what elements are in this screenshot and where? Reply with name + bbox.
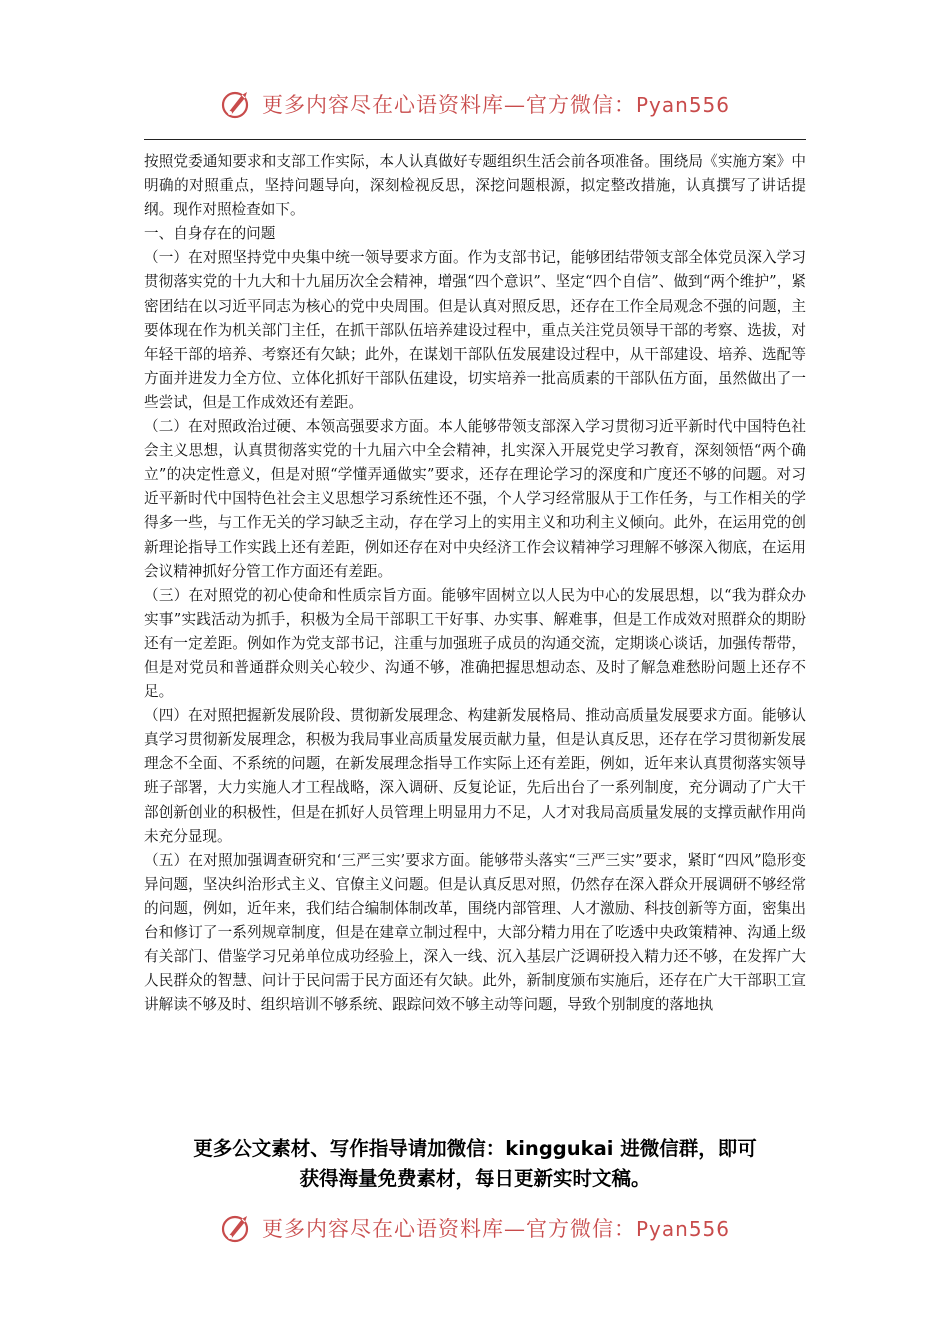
header-banner <box>0 82 950 126</box>
promo-notice <box>120 1134 830 1194</box>
header-divider <box>144 139 806 140</box>
paragraph-1: （一）在对照坚持党中央集中统一领导要求方面。作为支部书记，能够团结带领支部全体党员深入学习贯彻落实党的十九大和十九届历次全会精神，增强“四个意识”、坚定“四个自信”、做到“两个维护”，紧密团结在以习近平同志为核心的党中央周围。但是认真对照反思，还存在工作全局观念不强的问题，主要体现在作为机关部门主任，在抓干部队伍培养建设过程中，重点关注党员领导干部的考察、选拔，对年轻干部的培养、考察还有欠缺；此外，在谋划干部队伍发展建设过程中，从干部建设、培养、选配等方面并进发力全方位、立体化抓好干部队伍建设，切实培养一批高质素的干部队伍方面，虽然做出了一些尝试，但是工作成效还有差距。 <box>144 249 806 411</box>
document-body <box>144 150 806 1017</box>
footer-wechat-handle: Pyan556 <box>635 1217 730 1241</box>
promo-line-2: 获得海量免费素材，每日更新实时文稿。 <box>299 1167 651 1190</box>
paragraph-4: （四）在对照把握新发展阶段、贯彻新发展理念、构建新发展格局、推动高质量发展要求方面。能够认真学习贯彻新发展理念，积极为我局事业高质量发展贡献力量，但是认真反思，还存在学习贯彻新发展理念不全面、不系统的问题，在新发展理念指导工作实际上还有差距，例如，近年来认真贯彻落实领导班子部署，大力实施人才工程战略，深入调研、反复论证，先后出台了一系列制度，充分调动了广大干部创新创业的积极性，但是在抓好人员管理上明显用力不足，人才对我局高质量发展的支撑贡献作用尚未充分显现。 <box>144 707 806 845</box>
section-heading: 一、自身存在的问题 <box>144 225 276 243</box>
footer-banner <box>0 1206 950 1250</box>
paragraph-5: （五）在对照加强调查研究和‘三严三实’要求方面。能够带头落实“三严三实”要求，紧盯“四风”隐形变异问题，坚决纠治形式主义、官僚主义问题。但是认真反思对照，仍然存在深入群众开展调研不够经常的问题，例如，近年来，我们结合编制体制改革，围绕内部管理、人才激励、科技创新等方面，密集出台和修订了一系列规章制度，但是在建章立制过程中，大部分精力用在了吃透中央政策精神、沟通上级有关部门、借鉴学习兄弟单位成功经验上，深入一线、沉入基层广泛调研投入精力还不够，在发挥广大人民群众的智慧、问计于民问需于民方面还有欠缺。此外，新制度颁布实施后，还存在广大干部职工宣讲解读不够及时、组织培训不够系统、跟踪问效不够主动等问题，导致个别制度的落地执 <box>144 851 806 1014</box>
paragraph-3: （三）在对照党的初心使命和性质宗旨方面。能够牢固树立以人民为中心的发展思想，以“我为群众办实事”实践活动为抓手，积极为全局干部职工干好事、办实事、解难事，但是工作成效对照群众的期盼还有一定差距。例如作为党支部书记，注重与加强班子成员的沟通交流，定期谈心谈话，加强传帮带，但是对党员和普通群众则关心较少、沟通不够，准确把握思想动态、及时了解急难愁盼问题上还存不足。 <box>144 586 806 701</box>
pen-logo-icon <box>220 87 254 121</box>
footer-banner-text: 更多内容尽在心语资料库—官方微信：Pyan556 <box>261 1217 730 1241</box>
header-banner-text: 更多内容尽在心语资料库—官方微信：Pyan556 <box>261 93 730 117</box>
promo-line-1: 更多公文素材、写作指导请加微信：kinggukai 进微信群，即可 <box>193 1137 757 1160</box>
pen-logo-icon <box>220 1211 254 1245</box>
intro-paragraph: 按照党委通知要求和支部工作实际，本人认真做好专题组织生活会前各项准备。围绕局《实施方案》中明确的对照重点，坚持问题导向，深刻检视反思，深挖问题根源，拟定整改措施，认真撰写了讲话提纲。现作对照检查如下。 <box>144 153 806 219</box>
paragraph-2: （二）在对照政治过硬、本领高强要求方面。本人能够带领支部深入学习贯彻习近平新时代中国特色社会主义思想，认真贯彻落实党的十九届六中全会精神，扎实深入开展党史学习教育，深刻领悟“两个确立”的决定性意义，但是对照“学懂弄通做实”要求，还存在理论学习的深度和广度还不够的问题。对习近平新时代中国特色社会主义思想学习系统性还不强，个人学习经常服从于工作任务，与工作相关的学得多一些，与工作无关的学习缺乏主动，存在学习上的实用主义和功利主义倾向。此外，在运用党的创新理论指导工作实践上还有差距，例如还存在对中央经济工作会议精神学习理解不够深入彻底，在运用会议精神抓好分管工作方面还有差距。 <box>144 418 806 580</box>
header-wechat-handle: Pyan556 <box>635 93 730 117</box>
